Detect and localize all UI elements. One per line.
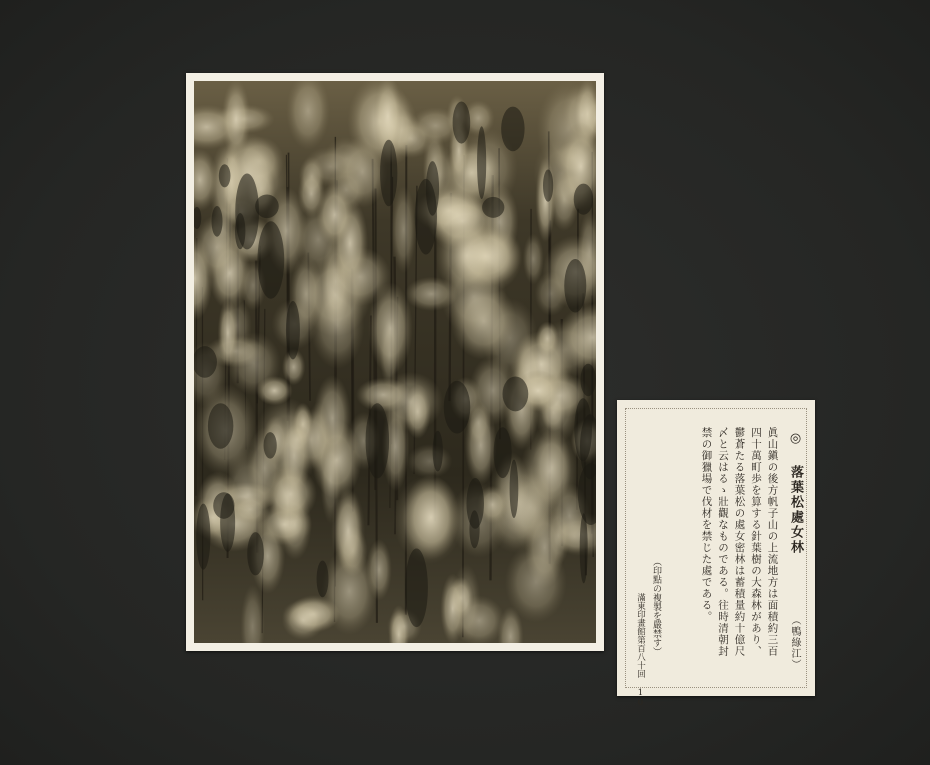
shadow-gap (208, 403, 233, 448)
foliage (467, 400, 491, 447)
shadow-gap (366, 403, 390, 478)
foliage (282, 600, 325, 640)
caption-region: （鴨綠江） (789, 615, 800, 670)
shadow-gap (433, 431, 443, 472)
shadow-gap (212, 206, 223, 237)
shadow-gap (257, 221, 284, 298)
shadow-gap (264, 432, 277, 459)
shadow-gap (426, 161, 439, 216)
shadow-gap (453, 101, 471, 143)
foliage (222, 81, 251, 160)
foliage (278, 408, 310, 503)
shadow-gap (503, 376, 529, 411)
shadow-gap (219, 164, 231, 187)
shadow-gap (380, 140, 397, 206)
caption-card (617, 400, 815, 708)
foliage (218, 299, 239, 367)
shadow-gap (469, 510, 479, 548)
shadow-gap (564, 259, 586, 313)
shadow-gap (255, 194, 279, 218)
foliage (523, 233, 544, 284)
shadow-gap (444, 381, 471, 434)
foliage (368, 282, 412, 374)
shadow-gap (501, 107, 524, 152)
foliage (331, 487, 365, 577)
caption-title: ◎ 落葉松處女林 (788, 431, 803, 555)
shadow-gap (196, 504, 210, 570)
foliage (436, 214, 498, 297)
shadow-gap (213, 492, 234, 519)
shadow-gap (574, 184, 593, 215)
foliage (310, 281, 364, 368)
shadow-gap (543, 169, 553, 201)
larch-forest-photo (194, 81, 596, 643)
shadow-gap (581, 364, 596, 397)
caption-border (625, 408, 807, 708)
foliage (407, 444, 453, 478)
caption-publisher: 滿東印畫館第百八十回 10 (635, 593, 646, 708)
foliage (403, 475, 460, 559)
foliage (440, 573, 465, 643)
shadow-gap (580, 513, 588, 583)
shadow-gap (247, 532, 264, 575)
photo-mount (186, 73, 604, 651)
shadow-gap (235, 213, 245, 249)
shadow-gap (317, 561, 329, 598)
shadow-gap (494, 427, 512, 478)
shadow-gap (405, 548, 428, 627)
foliage (316, 183, 353, 246)
shadow-gap (510, 460, 519, 518)
caption-note: （印點の複製を嚴禁す） (651, 557, 661, 656)
shadow-gap (482, 197, 504, 218)
shadow-gap (286, 301, 300, 359)
shadow-gap (477, 126, 486, 199)
foliage (231, 495, 269, 524)
caption-body: 眞山鎭の後方帆子山の上流地方は面積約三百四十萬町歩を算する針葉樹の大森林があり、鬱蒼たる落葉松の處女密林は蓄積量約十億尺〆と云はるゝ壯觀なものである。往時清朝封禁の御獵場で伐材を禁じた處である。 (700, 427, 779, 657)
foliage (391, 186, 416, 273)
